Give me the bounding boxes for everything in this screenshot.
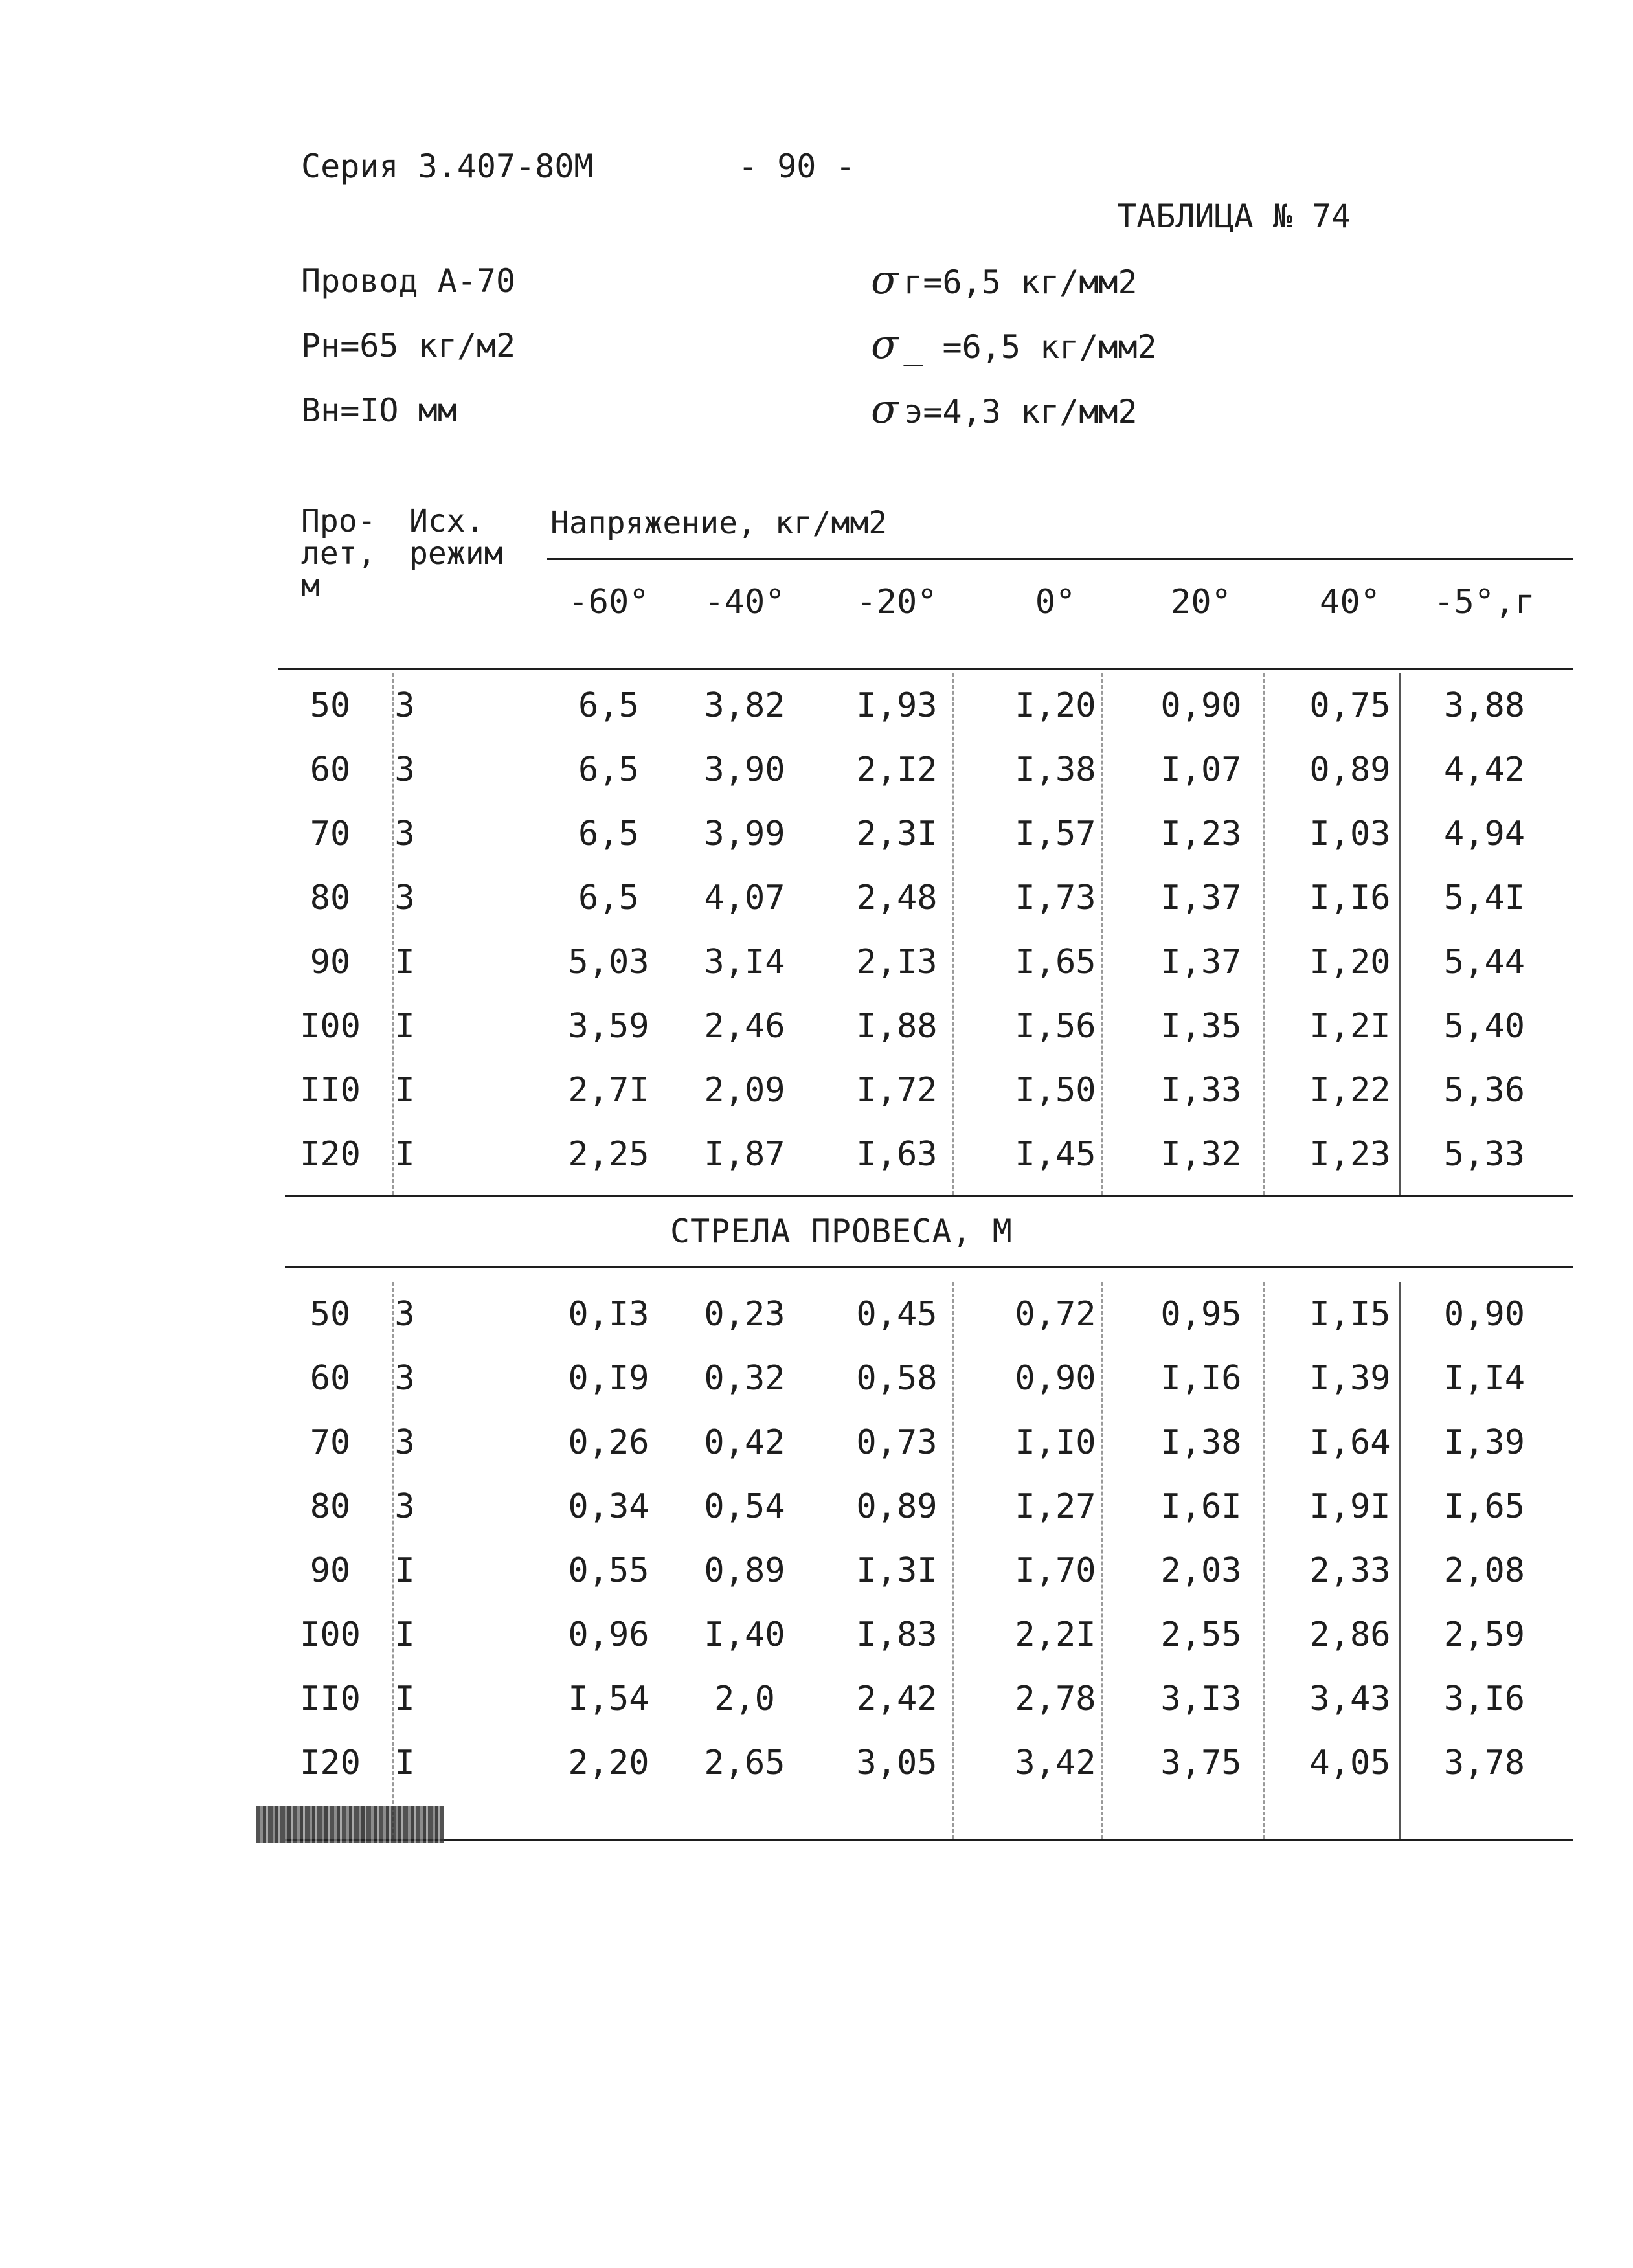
span-cell: 90 — [310, 942, 351, 982]
value-cell: 3,I4 — [704, 942, 785, 982]
value-cell: 0,23 — [704, 1294, 785, 1334]
value-cell: 5,44 — [1443, 942, 1526, 982]
spacer-cell — [444, 1410, 544, 1474]
value-cell: I,64 — [1309, 1422, 1391, 1462]
value-cell: 2,I2 — [856, 750, 938, 789]
value-cell: 0,55 — [568, 1551, 649, 1590]
value-cell: I,27 — [1015, 1487, 1096, 1526]
table-row — [295, 1410, 1538, 1474]
mode-cell: I — [394, 1070, 415, 1110]
value-cell: I,87 — [704, 1134, 785, 1174]
value-cell: 3,99 — [704, 814, 785, 853]
value-cell: I,35 — [1160, 1006, 1242, 1046]
value-cell: 0,58 — [856, 1358, 938, 1398]
value-cell: 6,5 — [578, 686, 639, 725]
table-row — [295, 737, 1538, 802]
table-row — [295, 1282, 1538, 1346]
table-row — [295, 1602, 1538, 1667]
mode-cell: 3 — [394, 814, 415, 853]
value-cell: 3,42 — [1015, 1743, 1096, 1782]
value-cell: 0,72 — [1015, 1294, 1096, 1334]
value-cell: I,40 — [704, 1615, 785, 1654]
value-cell: 3,59 — [568, 1006, 649, 1046]
scan-smudge — [256, 1806, 444, 1843]
value-cell: 3,I3 — [1160, 1679, 1242, 1718]
value-cell: 3,05 — [856, 1743, 938, 1782]
value-cell: I,I5 — [1309, 1294, 1391, 1334]
column-separator — [1399, 673, 1401, 1195]
value-cell: I,72 — [856, 1070, 938, 1110]
value-cell: 3,43 — [1309, 1679, 1391, 1718]
value-cell: 4,42 — [1443, 750, 1526, 789]
table-row — [295, 1346, 1538, 1410]
spacer-cell — [444, 1474, 544, 1538]
mode-cell: 3 — [394, 1358, 415, 1398]
value-cell: I,22 — [1309, 1070, 1391, 1110]
value-cell: I,20 — [1015, 686, 1096, 725]
column-separator — [1101, 673, 1103, 1195]
value-cell: I,37 — [1160, 942, 1242, 982]
wire-type: Провод А-70 — [301, 262, 516, 300]
span-cell: II0 — [300, 1070, 361, 1110]
value-cell: 2,3I — [856, 814, 938, 853]
value-cell: I,65 — [1015, 942, 1096, 982]
spacer-cell — [444, 930, 544, 994]
span-cell: 70 — [310, 814, 351, 853]
value-cell: 0,90 — [1443, 1294, 1526, 1334]
value-cell: I,32 — [1160, 1134, 1242, 1174]
value-cell: 2,03 — [1160, 1551, 1242, 1590]
stress-column-group-header: Напряжение, кг/мм2 — [550, 505, 888, 541]
stress-limit-min-value: _ =6,5 кг/мм2 — [903, 328, 1157, 366]
value-cell: 0,34 — [568, 1487, 649, 1526]
value-cell: 0,89 — [704, 1551, 785, 1590]
value-cell: I,38 — [1015, 750, 1096, 789]
stress-limit-max-value: г=6,5 кг/мм2 — [903, 264, 1138, 301]
value-cell: 0,I9 — [568, 1358, 649, 1398]
span-cell: I20 — [300, 1134, 361, 1174]
table-row — [295, 1667, 1538, 1731]
value-cell: 2,46 — [704, 1006, 785, 1046]
table-row — [295, 994, 1538, 1058]
value-cell: I,I0 — [1015, 1422, 1096, 1462]
table-row — [295, 1538, 1538, 1602]
span-cell: II0 — [300, 1679, 361, 1718]
spacer-cell — [444, 1058, 544, 1122]
value-cell: I,56 — [1015, 1006, 1096, 1046]
value-cell: I,65 — [1443, 1487, 1526, 1526]
stress-limit-min — [871, 320, 1157, 368]
spacer-cell — [444, 1538, 544, 1602]
value-cell: 0,90 — [1160, 686, 1242, 725]
sigma-icon: σ — [871, 256, 899, 303]
value-cell: I,I6 — [1160, 1358, 1242, 1398]
table-row — [295, 1122, 1538, 1186]
spacer-cell — [444, 1282, 544, 1346]
value-cell: 3,I6 — [1443, 1679, 1526, 1718]
span-cell: 60 — [310, 1358, 351, 1398]
temp-header: -40° — [704, 582, 785, 622]
value-cell: I,63 — [856, 1134, 938, 1174]
spacer-cell — [444, 802, 544, 866]
value-cell: I,37 — [1160, 878, 1242, 917]
table-row — [295, 1058, 1538, 1122]
spacer-cell — [444, 737, 544, 802]
value-cell: 0,89 — [856, 1487, 938, 1526]
column-separator — [1101, 1282, 1103, 1839]
wind-pressure: Рн=65 кг/м2 — [301, 327, 516, 365]
value-cell: I,39 — [1309, 1358, 1391, 1398]
value-cell: 3,88 — [1443, 686, 1526, 725]
span-cell: 60 — [310, 750, 351, 789]
value-cell: 5,4I — [1443, 878, 1526, 917]
spacer-cell — [444, 994, 544, 1058]
mode-column-header: Исх. режим — [409, 503, 503, 572]
mode-cell: 3 — [394, 686, 415, 725]
value-cell: I,23 — [1309, 1134, 1391, 1174]
value-cell: I,93 — [856, 686, 938, 725]
value-cell: I,38 — [1160, 1422, 1242, 1462]
value-cell: I,57 — [1015, 814, 1096, 853]
temp-header: -60° — [568, 582, 649, 622]
value-cell: 0,54 — [704, 1487, 785, 1526]
column-separator — [1399, 1282, 1401, 1839]
value-cell: I,88 — [856, 1006, 938, 1046]
temp-header: -20° — [856, 582, 938, 622]
span-cell: 90 — [310, 1551, 351, 1590]
value-cell: 3,78 — [1443, 1743, 1526, 1782]
table-number: ТАБЛИЦА № 74 — [1117, 197, 1351, 235]
value-cell: 2,78 — [1015, 1679, 1096, 1718]
table-row — [295, 673, 1538, 737]
table-row — [295, 1731, 1538, 1795]
temp-header: 40° — [1320, 582, 1380, 622]
column-separator — [392, 1282, 394, 1839]
value-cell: 2,42 — [856, 1679, 938, 1718]
value-cell: 4,94 — [1443, 814, 1526, 853]
value-cell: I,50 — [1015, 1070, 1096, 1110]
value-cell: 3,82 — [704, 686, 785, 725]
value-cell: 2,65 — [704, 1743, 785, 1782]
value-cell: 0,45 — [856, 1294, 938, 1334]
mode-cell: I — [394, 1551, 415, 1590]
value-cell: 0,42 — [704, 1422, 785, 1462]
column-separator — [952, 1282, 954, 1839]
value-cell: I,I6 — [1309, 878, 1391, 917]
sag-table — [295, 1282, 1538, 1795]
span-cell: I00 — [300, 1615, 361, 1654]
table-row — [295, 802, 1538, 866]
value-cell: I,73 — [1015, 878, 1096, 917]
value-cell: I,70 — [1015, 1551, 1096, 1590]
column-separator — [392, 673, 394, 1195]
value-cell: 6,5 — [578, 878, 639, 917]
spacer-cell — [444, 1667, 544, 1731]
value-cell: 2,20 — [568, 1743, 649, 1782]
value-cell: I,33 — [1160, 1070, 1242, 1110]
value-cell: I,07 — [1160, 750, 1242, 789]
header-bottom-rule — [278, 668, 1573, 670]
value-cell: I,I4 — [1443, 1358, 1526, 1398]
value-cell: 2,55 — [1160, 1615, 1242, 1654]
mode-cell: 3 — [394, 878, 415, 917]
spacer-cell — [444, 1122, 544, 1186]
spacer-cell — [444, 866, 544, 930]
span-cell: 50 — [310, 1294, 351, 1334]
column-separator — [1263, 1282, 1265, 1839]
value-cell: 3,75 — [1160, 1743, 1242, 1782]
sag-section-title: СТРЕЛА ПРОВЕСА, М — [670, 1213, 1013, 1250]
value-cell: 0,75 — [1309, 686, 1391, 725]
value-cell: 0,95 — [1160, 1294, 1242, 1334]
value-cell: 5,40 — [1443, 1006, 1526, 1046]
value-cell: I,3I — [856, 1551, 938, 1590]
sigma-icon: σ — [871, 320, 899, 368]
table-row — [295, 930, 1538, 994]
stress-table — [295, 673, 1538, 1186]
temp-header: 20° — [1171, 582, 1232, 622]
stress-limit-avg — [871, 385, 1138, 432]
value-cell: I,45 — [1015, 1134, 1096, 1174]
ice-thickness: Вн=IO мм — [301, 392, 457, 429]
value-cell: I,39 — [1443, 1422, 1526, 1462]
value-cell: 5,33 — [1443, 1134, 1526, 1174]
value-cell: 3,90 — [704, 750, 785, 789]
value-cell: I,6I — [1160, 1487, 1242, 1526]
value-cell: I,83 — [856, 1615, 938, 1654]
mode-cell: I — [394, 1006, 415, 1046]
temp-header: -5°,г — [1434, 582, 1535, 622]
value-cell: I,54 — [568, 1679, 649, 1718]
sag-header-rule — [285, 1266, 1573, 1268]
value-cell: I,03 — [1309, 814, 1391, 853]
value-cell: I,23 — [1160, 814, 1242, 853]
span-cell: 70 — [310, 1422, 351, 1462]
temperature-header-row — [544, 570, 1538, 634]
value-cell: 2,86 — [1309, 1615, 1391, 1654]
value-cell: I,20 — [1309, 942, 1391, 982]
spacer-cell — [444, 673, 544, 737]
sigma-icon: σ — [871, 385, 899, 432]
mode-cell: 3 — [394, 1294, 415, 1334]
value-cell: 0,26 — [568, 1422, 649, 1462]
value-cell: 0,96 — [568, 1615, 649, 1654]
value-cell: 2,33 — [1309, 1551, 1391, 1590]
mode-cell: I — [394, 1743, 415, 1782]
value-cell: 2,59 — [1443, 1615, 1526, 1654]
value-cell: 5,36 — [1443, 1070, 1526, 1110]
value-cell: 0,90 — [1015, 1358, 1096, 1398]
value-cell: I,2I — [1309, 1006, 1391, 1046]
span-cell: I00 — [300, 1006, 361, 1046]
mode-cell: I — [394, 1134, 415, 1174]
value-cell: 6,5 — [578, 814, 639, 853]
mode-cell: 3 — [394, 750, 415, 789]
span-column-header: Про- лет, м — [301, 503, 376, 604]
value-cell: 6,5 — [578, 750, 639, 789]
mode-cell: 3 — [394, 1487, 415, 1526]
value-cell: 4,07 — [704, 878, 785, 917]
table-row — [295, 866, 1538, 930]
value-cell: 2,7I — [568, 1070, 649, 1110]
value-cell: 2,I3 — [856, 942, 938, 982]
spacer-cell — [444, 1346, 544, 1410]
value-cell: 0,73 — [856, 1422, 938, 1462]
span-cell: 80 — [310, 878, 351, 917]
value-cell: 2,08 — [1443, 1551, 1526, 1590]
value-cell: I,9I — [1309, 1487, 1391, 1526]
value-cell: 0,I3 — [568, 1294, 649, 1334]
mode-cell: I — [394, 1679, 415, 1718]
stress-limit-max — [871, 256, 1138, 303]
value-cell: 2,25 — [568, 1134, 649, 1174]
spacer-cell — [444, 1731, 544, 1795]
span-cell: 50 — [310, 686, 351, 725]
value-cell: 2,48 — [856, 878, 938, 917]
header-divider — [547, 558, 1573, 560]
value-cell: 2,09 — [704, 1070, 785, 1110]
column-separator — [952, 673, 954, 1195]
value-cell: 2,2I — [1015, 1615, 1096, 1654]
value-cell: 4,05 — [1309, 1743, 1391, 1782]
mode-cell: 3 — [394, 1422, 415, 1462]
mode-cell: I — [394, 942, 415, 982]
spacer-cell — [444, 1602, 544, 1667]
span-cell: I20 — [300, 1743, 361, 1782]
page-number: - 90 - — [738, 148, 855, 185]
section-divider — [285, 1195, 1573, 1197]
series-label: Серия 3.407-80М — [301, 148, 594, 185]
stress-limit-avg-value: э=4,3 кг/мм2 — [903, 393, 1138, 431]
value-cell: 0,89 — [1309, 750, 1391, 789]
mode-cell: I — [394, 1615, 415, 1654]
span-cell: 80 — [310, 1487, 351, 1526]
table-row — [295, 1474, 1538, 1538]
value-cell: 5,03 — [568, 942, 649, 982]
table-bottom-rule — [285, 1839, 1573, 1841]
temp-header: 0° — [1035, 582, 1076, 622]
value-cell: 2,0 — [714, 1679, 775, 1718]
value-cell: 0,32 — [704, 1358, 785, 1398]
column-separator — [1263, 673, 1265, 1195]
